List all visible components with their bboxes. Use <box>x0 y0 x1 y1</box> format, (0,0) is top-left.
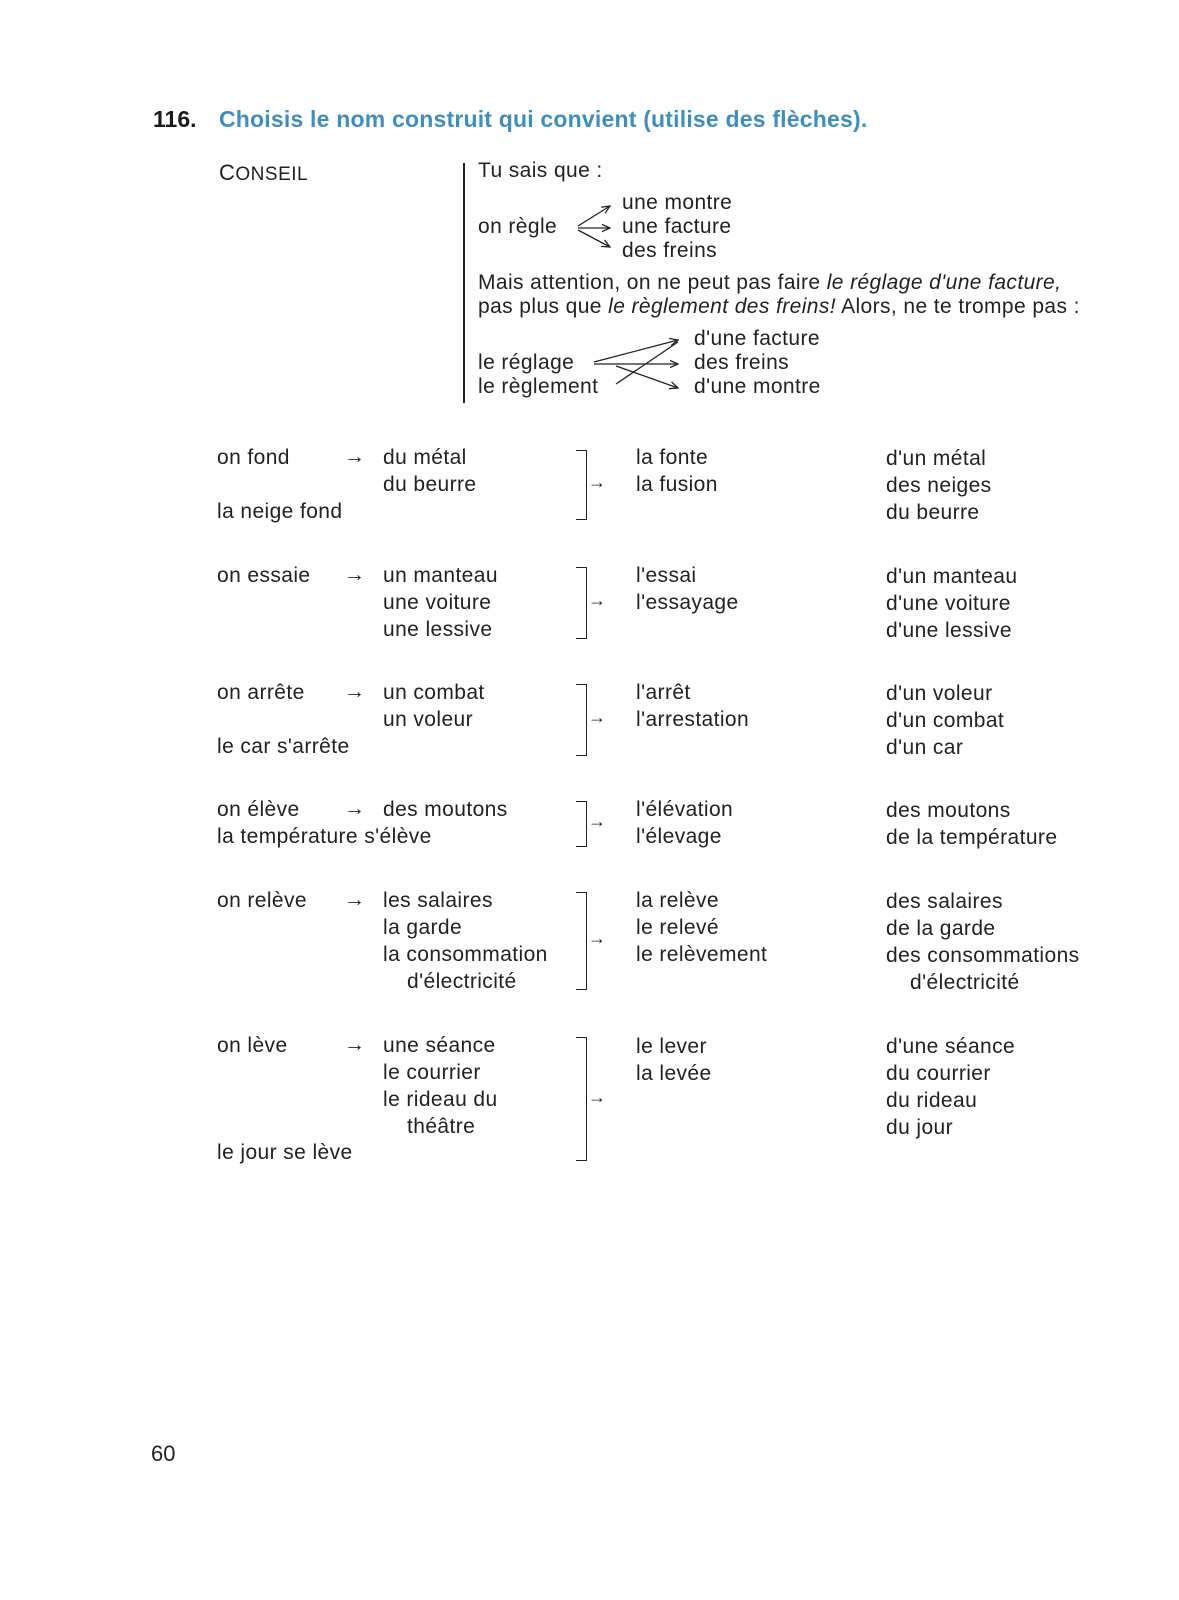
complement-item[interactable]: du courrier <box>886 1062 991 1085</box>
complement-item[interactable]: de la température <box>886 826 1058 849</box>
cross-arrow <box>616 366 678 388</box>
complement-item[interactable]: des neiges <box>886 474 992 497</box>
object-item: du métal <box>383 446 467 469</box>
object-item: un combat <box>383 681 485 704</box>
object-item: le courrier <box>383 1061 481 1084</box>
noun-option[interactable]: le relevé <box>636 916 719 939</box>
complement-item[interactable]: d'une lessive <box>886 619 1012 642</box>
noun-option[interactable]: l'élevage <box>636 825 722 848</box>
fan-arrow <box>578 206 610 226</box>
verb-phrase: on élève <box>217 798 300 821</box>
noun-option[interactable]: le relèvement <box>636 943 768 966</box>
conseil-complement: des freins <box>694 351 790 374</box>
bracket <box>576 450 587 520</box>
conseil-intro: Tu sais que : <box>478 159 603 182</box>
noun-option[interactable]: l'essai <box>636 564 697 587</box>
arrow-icon: → <box>588 707 606 727</box>
arrow-icon: → <box>588 928 606 948</box>
noun-option[interactable]: le lever <box>636 1035 707 1058</box>
conseil-object: une montre <box>622 191 733 214</box>
complement-item[interactable]: des salaires <box>886 890 1003 913</box>
arrow-icon: → <box>588 590 606 610</box>
verb-phrase: le car s'arrête <box>217 735 350 758</box>
conseil-noun: le règlement <box>478 375 599 398</box>
complement-item[interactable]: d'un voleur <box>886 682 993 705</box>
complement-item[interactable]: du beurre <box>886 501 980 524</box>
verb-phrase: on arrête <box>217 681 305 704</box>
bracket <box>576 801 587 847</box>
verb-phrase: on relève <box>217 889 307 912</box>
conseil-verb: on règle <box>478 215 558 238</box>
complement-item[interactable]: d'un combat <box>886 709 1005 732</box>
object-item: d'électricité <box>407 970 517 993</box>
complement-item[interactable]: d'un métal <box>886 447 987 470</box>
bracket <box>576 567 587 639</box>
noun-option[interactable]: l'élévation <box>636 798 734 821</box>
conseil-object: une facture <box>622 215 732 238</box>
noun-option[interactable]: la fusion <box>636 473 718 496</box>
verb-phrase: on essaie <box>217 564 311 587</box>
arrow-icon: → <box>344 797 366 820</box>
noun-option[interactable]: l'arrestation <box>636 708 750 731</box>
arrow-icon: → <box>344 445 366 468</box>
verb-phrase: la température s'élève <box>217 825 432 848</box>
conseil-warning-line2: pas plus que le règlement des freins! Alors, ne te trompe pas : <box>478 295 1080 318</box>
conseil-label: CONSEIL <box>219 160 309 185</box>
exercise-number: 116. <box>153 106 197 132</box>
object-item: un voleur <box>383 708 473 731</box>
arrow-icon: → <box>588 472 606 492</box>
page-number: 60 <box>151 1441 176 1466</box>
complement-item[interactable]: d'un car <box>886 736 964 759</box>
object-item: du beurre <box>383 473 477 496</box>
conseil-complement: d'une facture <box>694 327 820 350</box>
object-item: théâtre <box>407 1115 476 1138</box>
object-item: une lessive <box>383 618 493 641</box>
bracket <box>576 892 587 990</box>
conseil-warning-line1: Mais attention, on ne peut pas faire le réglage d'une facture, <box>478 271 1062 294</box>
arrow-icon: → <box>588 811 606 831</box>
arrow-icon: → <box>344 680 366 703</box>
object-item: un manteau <box>383 564 498 587</box>
conseil-complement: d'une montre <box>694 375 821 398</box>
complement-item[interactable]: des moutons <box>886 799 1011 822</box>
cross-arrow <box>616 342 678 384</box>
conseil-noun: le réglage <box>478 351 575 374</box>
arrow-icon: → <box>344 1033 366 1056</box>
complement-item[interactable]: des consommations <box>886 944 1080 967</box>
bracket <box>576 684 587 756</box>
complement-item[interactable]: de la garde <box>886 917 996 940</box>
verb-phrase: on fond <box>217 446 290 469</box>
arrow-icon: → <box>344 888 366 911</box>
noun-option[interactable]: la levée <box>636 1062 712 1085</box>
fan-arrow <box>578 230 610 247</box>
arrow-icon: → <box>588 1087 606 1107</box>
verb-phrase: la neige fond <box>217 500 343 523</box>
verb-phrase: le jour se lève <box>217 1141 353 1164</box>
complement-item[interactable]: d'électricité <box>910 971 1020 994</box>
object-item: des moutons <box>383 798 508 821</box>
object-item: le rideau du <box>383 1088 498 1111</box>
complement-item[interactable]: d'une séance <box>886 1035 1016 1058</box>
arrow-icon: → <box>344 563 366 586</box>
object-item: une séance <box>383 1034 496 1057</box>
object-item: la garde <box>383 916 463 939</box>
verb-phrase: on lève <box>217 1034 288 1057</box>
noun-option[interactable]: l'arrêt <box>636 681 691 704</box>
noun-option[interactable]: la relève <box>636 889 719 912</box>
complement-item[interactable]: d'un manteau <box>886 565 1018 588</box>
conseil-object: des freins <box>622 239 718 262</box>
noun-option[interactable]: la fonte <box>636 446 709 469</box>
object-item: une voiture <box>383 591 492 614</box>
exercise-title: Choisis le nom construit qui convient (utilise des flèches). <box>219 106 868 132</box>
complement-item[interactable]: d'une voiture <box>886 592 1011 615</box>
object-item: la consommation <box>383 943 548 966</box>
complement-item[interactable]: du jour <box>886 1116 954 1139</box>
complement-item[interactable]: du rideau <box>886 1089 978 1112</box>
noun-option[interactable]: l'essayage <box>636 591 739 614</box>
bracket <box>576 1037 587 1161</box>
conseil-divider <box>463 163 465 403</box>
object-item: les salaires <box>383 889 493 912</box>
cross-arrow <box>594 340 678 362</box>
